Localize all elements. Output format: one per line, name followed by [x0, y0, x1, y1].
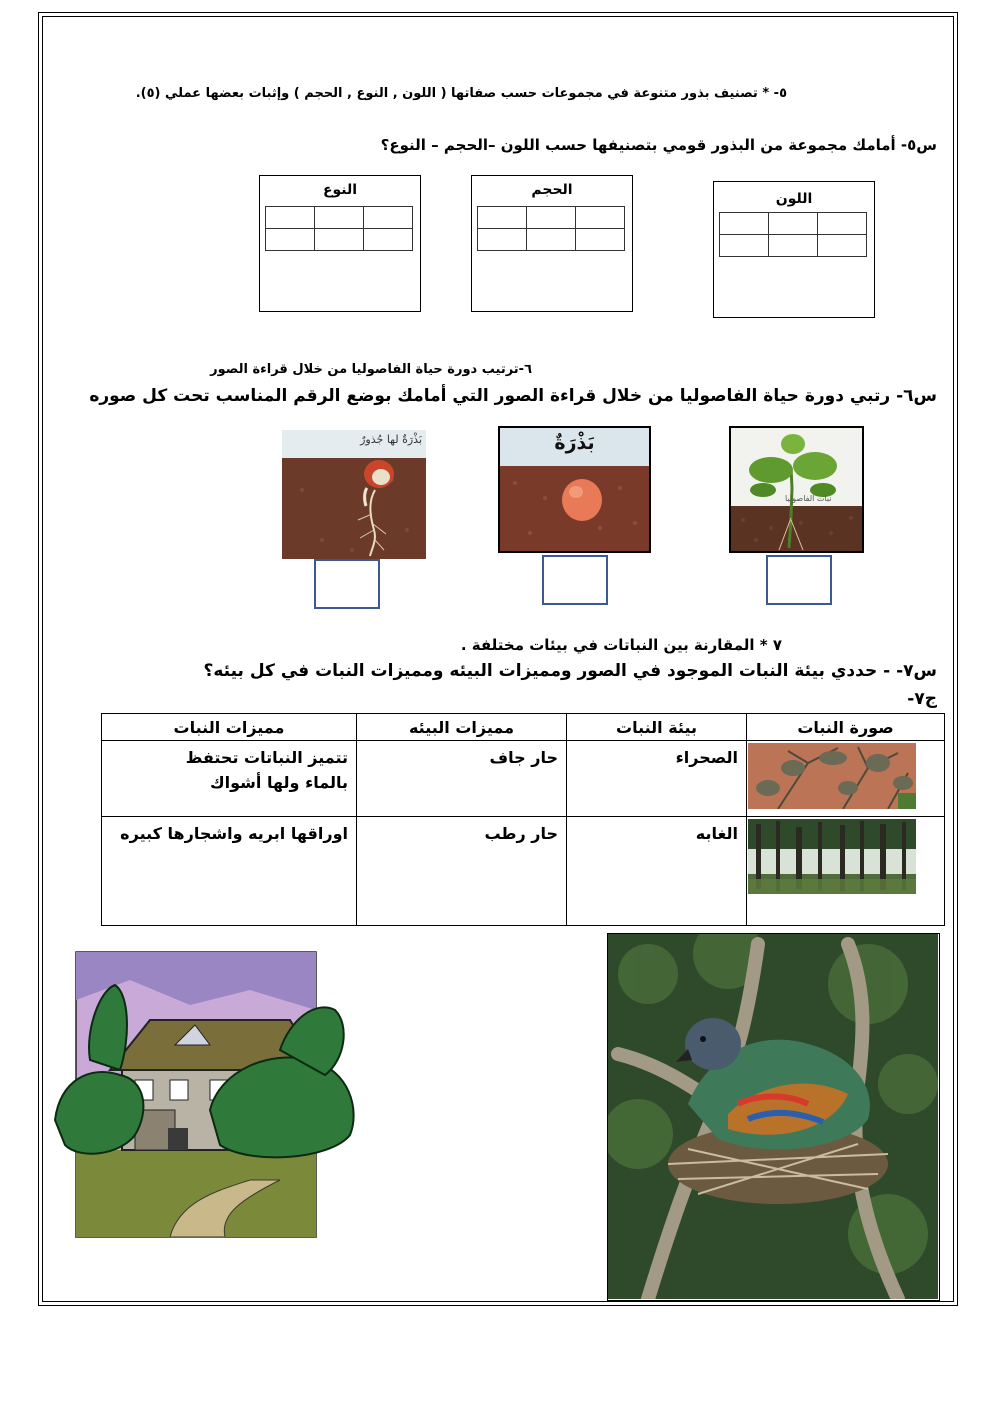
order-answer-box-1[interactable]	[766, 555, 832, 605]
seed-caption: بَذْرَةٌ	[554, 432, 595, 454]
header-plant-environment: بيئة النبات	[567, 714, 747, 741]
sort-grid-color[interactable]	[719, 212, 867, 257]
table-row	[102, 817, 945, 926]
forest-plant-photo	[748, 819, 916, 894]
seed-with-roots-picture	[282, 430, 426, 559]
house-clipart	[50, 950, 360, 1240]
comparison-table	[101, 713, 945, 926]
desert-env-traits: حار جاف	[489, 748, 558, 767]
bird-photo	[607, 933, 940, 1301]
seed-picture	[498, 426, 651, 553]
forest-plant-traits: اوراقها ابريه واشجارها كبيره	[120, 824, 348, 843]
desert-environment-cell	[567, 741, 747, 817]
sort-box-size-label: الحجم	[531, 182, 573, 198]
desert-plant-photo	[748, 743, 916, 809]
bean-plant-caption: نبات الفاصوليا	[785, 494, 832, 503]
desert-env-traits-cell	[357, 741, 567, 817]
seed-with-roots-illustration	[282, 430, 426, 559]
sort-box-color-label: اللون	[775, 191, 813, 207]
forest-plant-cell	[747, 817, 945, 926]
section6-question: س٦- رتبي دورة حياة الفاصوليا من خلال قراءة الصور التي أمامك بوضع الرقم المناسب تحت كل صوره	[89, 386, 937, 406]
seed-with-roots-caption: بَذْرَةٌ لها جُذورٌ	[360, 433, 422, 446]
section7-question: س٧- - حددي بيئة النبات الموجود في الصور ومميزات البيئه ومميزات النبات في كل بيئه؟	[203, 661, 937, 681]
bean-plant-picture	[729, 426, 864, 553]
order-answer-box-3[interactable]	[314, 559, 380, 609]
sort-box-color	[713, 181, 875, 318]
forest-env-traits-cell	[357, 817, 567, 926]
order-answer-box-2[interactable]	[542, 555, 608, 605]
desert-plant-traits: تتميز النباتات تحتفظ بالماء ولها أشواك	[185, 748, 348, 792]
desert-plant-traits-cell	[102, 741, 357, 817]
section6-heading: ٦-ترتيب دورة حياة الفاصوليا من خلال قراءة الصور	[210, 362, 532, 377]
table-row	[102, 741, 945, 817]
sort-box-type	[259, 175, 421, 312]
bird-in-nest-illustration	[608, 934, 938, 1299]
sort-box-type-label: النوع	[322, 182, 358, 198]
section7-heading: ٧ * المقارنة بين النباتات في بيئات مختلفة .	[460, 636, 782, 654]
forest-env-traits: حار رطب	[484, 824, 558, 843]
forest-environment-cell	[567, 817, 747, 926]
header-plant-traits: مميزات النبات	[102, 714, 357, 741]
sort-grid-type[interactable]	[265, 206, 413, 251]
sort-grid-size[interactable]	[477, 206, 625, 251]
desert-environment: الصحراء	[675, 748, 738, 767]
answer-label: ج٧-	[907, 689, 937, 709]
header-plant-image: صورة النبات	[747, 714, 945, 741]
forest-plant-traits-cell	[102, 817, 357, 926]
section5-heading: ٥- * تصنيف بذور متنوعة في مجموعات حسب صفاتها ( اللون , النوع , الحجم ) وإثبات بعضها عملي (٥).	[135, 86, 787, 101]
bean-plant-illustration	[731, 428, 862, 551]
comparison-header-row	[102, 714, 945, 741]
sort-box-size	[471, 175, 633, 312]
desert-plant-cell	[747, 741, 945, 817]
header-environment-traits: مميزات البيئه	[357, 714, 567, 741]
house-illustration	[50, 950, 360, 1240]
section5-question: س٥- أمامك مجموعة من البذور قومي بتصنيفها حسب اللون –الحجم – النوع؟	[380, 136, 937, 154]
forest-environment: الغابه	[695, 824, 738, 843]
